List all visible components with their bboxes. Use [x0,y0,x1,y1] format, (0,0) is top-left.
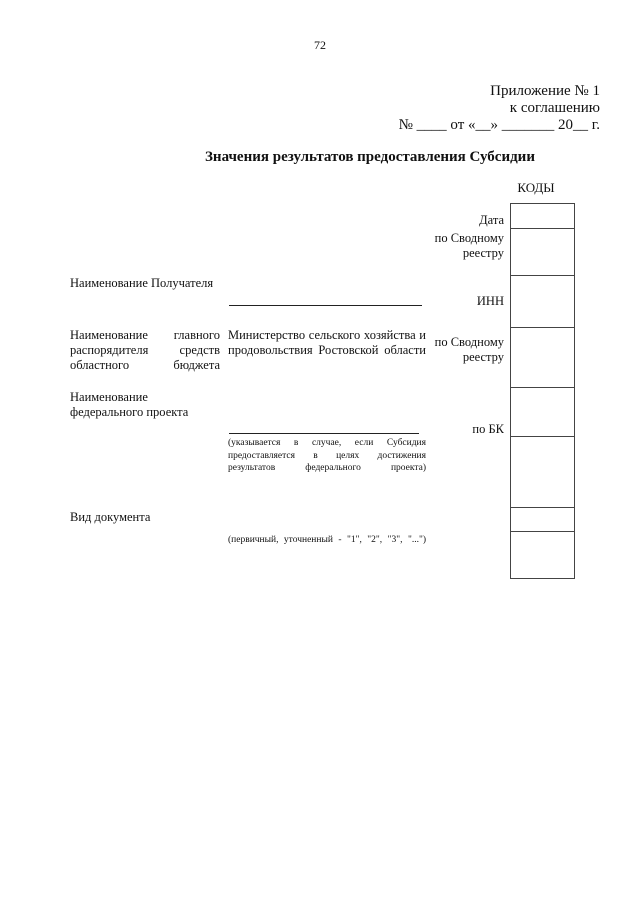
appendix-subtitle: к соглашению [509,100,600,116]
codes-header: КОДЫ [517,180,555,195]
page-number: 72 [314,38,326,52]
project-underline [229,433,419,434]
recipient-underline [229,305,422,306]
codes-cell-divider [510,531,575,532]
codes-cell-divider [510,387,575,388]
codes-table [510,203,575,579]
codes-cell-divider [510,436,575,437]
document-title: Значения результатов предоставления Субсидии [205,149,535,165]
appendix-header [399,83,600,134]
codes-label-registry-2: по Сводному реестру [434,335,504,364]
appendix-agreement-number: № ____ от «__» _______ 20__ г. [398,117,600,133]
codes-label-registry-1: по Сводному реестру [434,231,504,260]
project-note: (указывается в случае, если Субсидия предоставляется в целях достижения результатов федерального проекта) [228,438,426,473]
codes-label-bk: по БК [472,422,504,436]
appendix-title: Приложение № 1 [490,83,600,99]
recipient-label: Наименование Получателя [70,276,214,290]
manager-value: Министерство сельского хозяйства и продовольствия Ростовской области [228,328,426,357]
codes-cell-divider [510,507,575,508]
doc-type-label: Вид документа [70,510,151,524]
project-label: Наименование федерального проекта [70,390,189,419]
manager-label: Наименование главного распорядителя средств областного бюджета [70,328,220,372]
codes-cell-divider [510,228,575,229]
doc-type-note: (первичный, уточненный - "1", "2", "3", "...") [228,535,426,545]
codes-cell-divider [510,275,575,276]
codes-cell-divider [510,327,575,328]
codes-label-inn: ИНН [476,294,504,308]
codes-label-date: Дата [479,213,504,227]
